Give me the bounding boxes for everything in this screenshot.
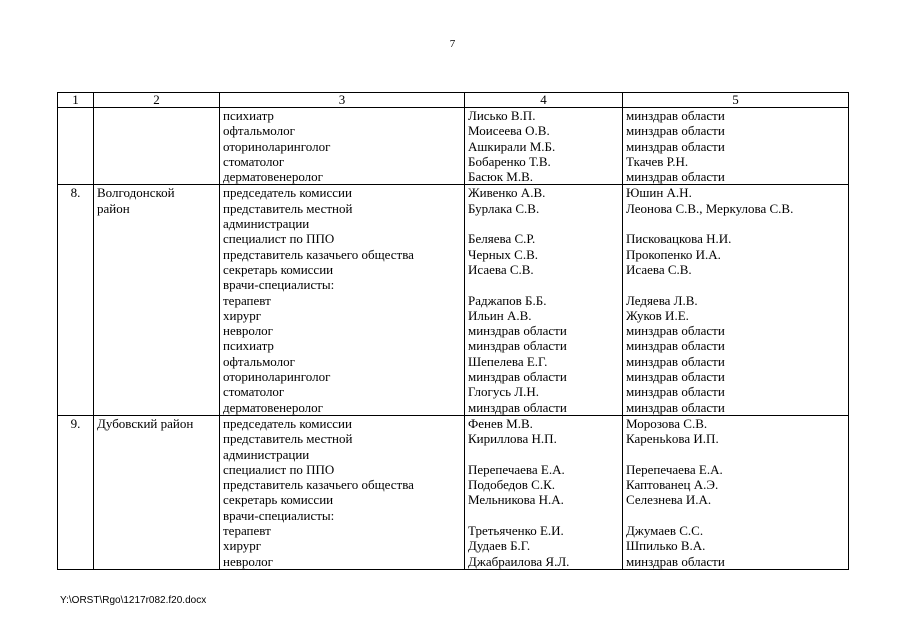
row-number: 8. xyxy=(58,185,94,415)
deputy-member-line: минздрав области xyxy=(626,123,725,139)
commission-member-line: Фенев М.В. xyxy=(468,415,533,431)
deputy-member-line: Писковацкова Н.И. xyxy=(626,231,732,247)
commission-role-line: хирург xyxy=(223,307,262,323)
column-header-4: 4 xyxy=(465,93,623,108)
deputy-member-line: минздрав области xyxy=(626,399,725,415)
deputy-member-line: Юшин А.Н. xyxy=(626,185,692,201)
table-row xyxy=(58,185,849,415)
table-row xyxy=(58,108,849,185)
commission-member-line: Беляева С.Р. xyxy=(468,231,536,247)
commission-role-line: дерматовенеролог xyxy=(223,399,323,415)
deputy-member-line xyxy=(626,508,845,523)
commission-member-line: Басюк М.В. xyxy=(468,169,534,185)
commission-role-line: администрации xyxy=(223,216,310,232)
deputy-member-line: Ледяева Л.В. xyxy=(626,292,698,308)
commission-member-line xyxy=(468,508,619,523)
commission-role xyxy=(220,415,465,569)
commission-role-line: представитель казачьего общества xyxy=(223,477,414,493)
commission-role-line: администрации xyxy=(223,446,310,462)
commission-member xyxy=(465,185,623,415)
deputy-member-line: минздрав области xyxy=(626,338,725,354)
commission-table xyxy=(57,92,849,570)
commission-role-line: врачи-специалисты: xyxy=(223,507,335,523)
commission-role-line: офтальмолог xyxy=(223,123,295,139)
commission-member-line: Черных С.В. xyxy=(468,246,539,262)
deputy-member-line: Прокопенко И.А. xyxy=(626,246,721,262)
commission-member-line: Живенко А.В. xyxy=(468,185,546,201)
row-number xyxy=(58,108,94,185)
deputy-member-line: Жуков И.Е. xyxy=(626,307,689,323)
deputy-member-line: Леонова С.В., Меркулова С.В. xyxy=(626,200,794,216)
commission-member-line: Исаева С.В. xyxy=(468,261,534,277)
deputy-member-line xyxy=(626,447,845,462)
district-name-line: Дубовский район xyxy=(97,415,194,431)
commission-member-line: Дудаев Б.Г. xyxy=(468,538,531,554)
commission-role-line: психиатр xyxy=(223,108,274,123)
commission-role-line: офтальмолог xyxy=(223,353,295,369)
commission-role-line: психиатр xyxy=(223,338,274,354)
commission-member-line xyxy=(468,277,619,292)
deputy-member-line: минздрав области xyxy=(626,138,725,154)
commission-member-line: Джабраилова Я.Л. xyxy=(468,553,570,569)
commission-member-line: Глогусь Л.Н. xyxy=(468,384,540,400)
district-name xyxy=(94,185,220,415)
commission-role-line: представитель местной xyxy=(223,431,353,447)
commission-role-line: председатель комиссии xyxy=(223,415,352,431)
deputy-member xyxy=(623,415,849,569)
commission-member-line: минздрав области xyxy=(468,369,567,385)
file-path-footer: Y:\ORST\Rgo\1217r082.f20.docx xyxy=(60,595,207,606)
commission-role-line: оториноларинголог xyxy=(223,138,331,154)
commission-member-line: Раджапов Б.Б. xyxy=(468,292,547,308)
row-number: 9. xyxy=(58,415,94,569)
deputy-member-line: минздрав области xyxy=(626,384,725,400)
column-header-2: 2 xyxy=(94,93,220,108)
page-number: 7 xyxy=(449,38,456,50)
commission-member-line: Шепелева Е.Г. xyxy=(468,353,548,369)
commission-role-line: стоматолог xyxy=(223,153,285,169)
district-name xyxy=(94,415,220,569)
commission-member-line: Перепечаева Е.А. xyxy=(468,461,565,477)
deputy-member xyxy=(623,108,849,185)
commission-role-line: дерматовенеролог xyxy=(223,169,323,185)
deputy-member-line: Перепечаева Е.А. xyxy=(626,461,723,477)
deputy-member-line xyxy=(626,277,845,292)
commission-role-line: секретарь комиссии xyxy=(223,261,334,277)
deputy-member-line xyxy=(626,216,845,231)
commission-member-line: минздрав области xyxy=(468,338,567,354)
commission-member-line: Ильин А.В. xyxy=(468,307,532,323)
commission-member-line xyxy=(468,447,619,462)
commission-member-line: минздрав области xyxy=(468,399,567,415)
district-name-line: Волгодонской xyxy=(97,185,175,201)
commission-role-line: специалист по ППО xyxy=(223,231,335,247)
deputy-member-line: минздрав области xyxy=(626,553,725,569)
commission-member xyxy=(465,415,623,569)
table-header-row xyxy=(58,93,849,108)
commission-member-line: Лисько В.П. xyxy=(468,108,536,123)
commission-role-line: специалист по ППО xyxy=(223,461,335,477)
commission-role-line: невролог xyxy=(223,553,274,569)
district-name-line: район xyxy=(97,200,130,216)
table-row xyxy=(58,415,849,569)
commission-role-line: секретарь комиссии xyxy=(223,492,334,508)
commission-role-line: врачи-специалисты: xyxy=(223,277,335,293)
commission-member-line: Ашкирали М.Б. xyxy=(468,138,556,154)
deputy-member xyxy=(623,185,849,415)
deputy-member-line: Селезнева И.А. xyxy=(626,492,712,508)
commission-role-line: оториноларинголог xyxy=(223,369,331,385)
commission-member-line: Бурлака С.В. xyxy=(468,200,540,216)
commission-role xyxy=(220,108,465,185)
commission-member-line: минздрав области xyxy=(468,323,567,339)
deputy-member-line: минздрав области xyxy=(626,369,725,385)
commission-member-line: Подобедов С.К. xyxy=(468,477,556,493)
commission-member-line: Бобаренко Т.В. xyxy=(468,153,551,169)
commission-member xyxy=(465,108,623,185)
deputy-member-line: Исаева С.В. xyxy=(626,261,692,277)
commission-role-line: хирург xyxy=(223,538,262,554)
deputy-member-line: Морозова С.В. xyxy=(626,415,708,431)
commission-member-line: Мельникова Н.А. xyxy=(468,492,564,508)
district-name xyxy=(94,108,220,185)
commission-role-line: терапевт xyxy=(223,523,271,539)
commission-member-line: Моисеева О.В. xyxy=(468,123,550,139)
deputy-member-line: минздрав области xyxy=(626,108,725,123)
column-header-3: 3 xyxy=(220,93,465,108)
deputy-member-line: Шпилько В.А. xyxy=(626,538,706,554)
deputy-member-line: минздрав области xyxy=(626,169,725,185)
deputy-member-line: Ткачев Р.Н. xyxy=(626,153,689,169)
deputy-member-line: минздрав области xyxy=(626,353,725,369)
commission-role-line: представитель местной xyxy=(223,200,353,216)
deputy-member-line: Джумаев С.С. xyxy=(626,523,704,539)
commission-role-line: стоматолог xyxy=(223,384,285,400)
commission-member-line: Третьяченко Е.И. xyxy=(468,523,564,539)
column-header-5: 5 xyxy=(623,93,849,108)
deputy-member-line: минздрав области xyxy=(626,323,725,339)
commission-role-line: невролог xyxy=(223,323,274,339)
commission-member-line xyxy=(468,216,619,231)
column-header-1: 1 xyxy=(58,93,94,108)
deputy-member-line: Кареньkова И.П. xyxy=(626,431,719,447)
commission-role-line: терапевт xyxy=(223,292,271,308)
commission-role-line: председатель комиссии xyxy=(223,185,352,201)
commission-role-line: представитель казачьего общества xyxy=(223,246,414,262)
deputy-member-line: Каптованец А.Э. xyxy=(626,477,719,493)
commission-member-line: Кириллова Н.П. xyxy=(468,431,557,447)
commission-role xyxy=(220,185,465,415)
